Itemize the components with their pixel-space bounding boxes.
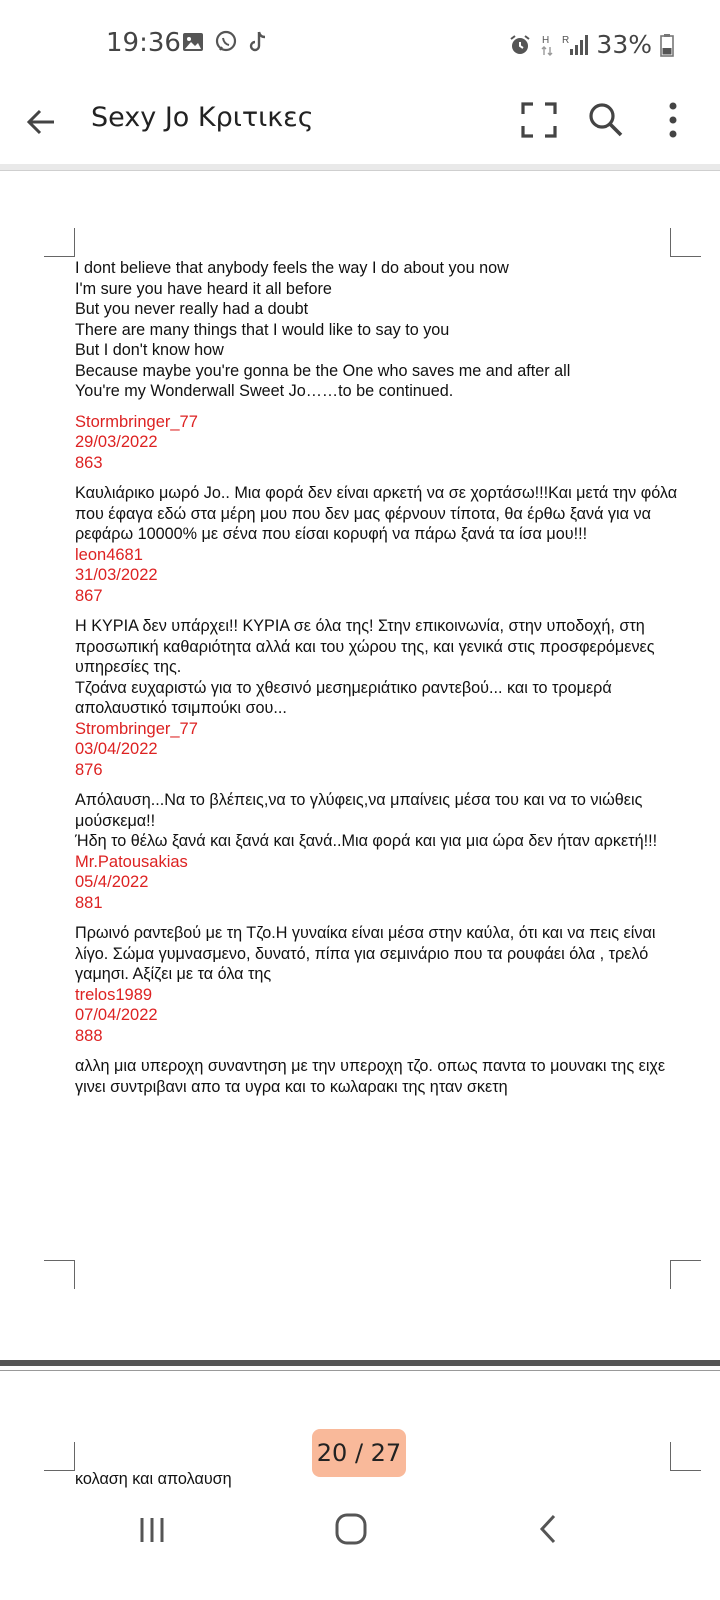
review-text: Απόλαυση...Να το βλέπεις,να το γλύφεις,να μπαίνεις μέσα του και να το νιώθεις μούσκεμα!! Ήδη το θέλω ξανά και ξανά και ξανά..Μια φορά και για μια ώρα δεν ήταν αρκετή!!! — [75, 791, 658, 850]
crop-mark-bottom-left — [44, 1260, 75, 1289]
review-text: Η ΚΥΡΙΑ δεν υπάρχει!! ΚΥΡΙΑ σε όλα της! Στην επικοινωνία, στην υποδοχή, στη προσωπική καθαριότητα αλλά και του χώρου της, και γενικά στις προσφερόμενες υπηρεσίες της. Τζοάνα ευχαριστώ για το χθεσινό μεσημεριάτικο ραντεβού... και το τρομερά απολαυστικό τσιμπούκι σου... — [75, 617, 655, 717]
page-separator — [0, 1360, 720, 1366]
crop-mark-top-left — [44, 228, 75, 257]
app-bar-divider — [0, 164, 720, 171]
page-separator-line — [0, 1370, 720, 1371]
review-number: 876 — [75, 760, 103, 779]
review-author: Mr.Patousakias — [75, 852, 188, 871]
recent-apps-icon[interactable] — [136, 1514, 168, 1546]
review-date: 07/04/2022 — [75, 1006, 158, 1024]
search-icon[interactable] — [586, 100, 626, 140]
crop-mark-top-right — [670, 228, 701, 257]
crop-mark-next-top-left — [44, 1442, 75, 1471]
page-indicator: 20 / 27 — [312, 1429, 406, 1477]
back-arrow-icon[interactable] — [22, 102, 62, 142]
review-number: 867 — [75, 586, 103, 605]
crop-mark-bottom-right — [670, 1260, 701, 1289]
review-author: Strombringer_77 — [75, 719, 198, 738]
more-vert-icon[interactable] — [653, 100, 693, 140]
review-date: 31/03/2022 — [75, 566, 158, 584]
intro-line: But I don't know how — [75, 341, 224, 359]
review-date: 05/4/2022 — [75, 873, 149, 891]
status-icons-left — [182, 30, 268, 54]
signal-icon — [562, 33, 588, 57]
intro-line: But you never really had a doubt — [75, 300, 309, 318]
review-number: 881 — [75, 893, 103, 912]
svg-text:R: R — [562, 34, 570, 46]
hd-voice-icon — [540, 33, 554, 57]
svg-text:H: H — [542, 34, 550, 46]
viber-icon — [214, 30, 238, 54]
document-title: Sexy Jo Κριτικες — [91, 102, 314, 133]
review-text: αλλη μια υπεροχη συναντηση με την υπεροχη τζο. οπως παντα το μουνακι της ειχε γινει συντριβανι απο τα υγρα και το κωλαρακι της ηταν σκετη — [75, 1057, 666, 1096]
review-date: 29/03/2022 — [75, 433, 158, 451]
review-text: Καυλιάρικο μωρό Jo.. Μια φορά δεν είναι αρκετή να σε χορτάσω!!!Και μετά την φόλα που έφαγα εδώ στα μέρη μου που δεν μας φέρνουν τίποτα, θα έρθω ξανά για να ρεφάρω 10000% με σένα που είσαι κορυφή να πάρω ξανά τα ίσα μου!!! — [75, 484, 678, 543]
gallery-icon — [182, 31, 204, 53]
review-author: trelos1989 — [75, 985, 153, 1004]
status-icons-right — [508, 30, 674, 59]
battery-percent: 33% — [596, 30, 652, 59]
intro-line: You're my Wonderwall Sweet Jo……to be continued. — [75, 382, 454, 400]
review-author: Stormbringer_77 — [75, 412, 198, 431]
navigation-bar — [0, 1500, 720, 1600]
intro-line: I dont believe that anybody feels the way I do about you now — [75, 259, 509, 277]
review-number: 888 — [75, 1026, 103, 1045]
home-icon[interactable] — [334, 1512, 368, 1546]
alarm-icon — [508, 33, 532, 57]
review-text: Πρωινό ραντεβού με τη Τζο.Η γυναίκα είναι μέσα στην καύλα, ότι και να πεις είναι λίγο. Σώμα γυμνασμενο, δυνατό, πίπα για σεμινάριο που τα ρουφάει όλα , τρελό γαμησι. Αξίζει με τα όλα της — [75, 924, 656, 983]
back-icon[interactable] — [536, 1512, 560, 1546]
page-content — [75, 258, 685, 1097]
intro-line: Because maybe you're gonna be the One who saves me and after all — [75, 361, 571, 380]
review-number: 863 — [75, 453, 103, 472]
tiktok-icon — [248, 30, 268, 54]
intro-line: I'm sure you have heard it all before — [75, 279, 332, 298]
app-bar — [0, 88, 720, 166]
review-author: leon4681 — [75, 545, 143, 564]
intro-line: There are many things that I would like to say to you — [75, 320, 450, 339]
crop-mark-next-top-right — [670, 1442, 701, 1471]
fullscreen-icon[interactable] — [519, 100, 559, 140]
status-bar — [0, 0, 720, 88]
next-page-text: κολαση και απολαυση — [75, 1470, 232, 1488]
review-date: 03/04/2022 — [75, 740, 158, 758]
reviews-list — [75, 412, 685, 1098]
status-time: 19:36 — [106, 28, 181, 58]
battery-icon — [660, 33, 674, 57]
